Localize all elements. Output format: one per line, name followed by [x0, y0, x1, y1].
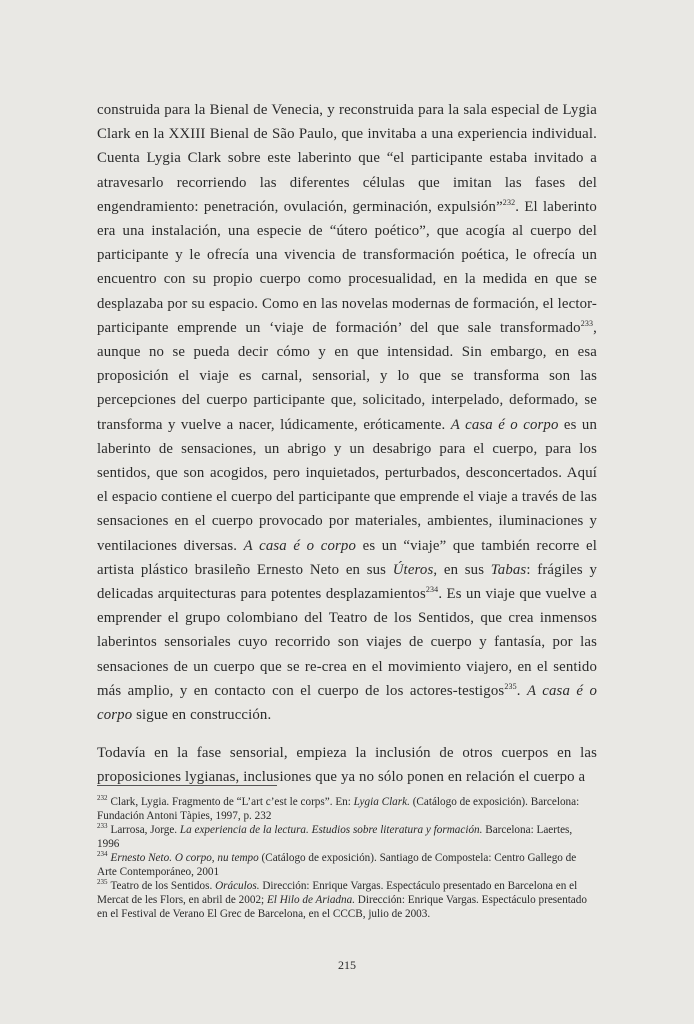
- footnote-text: Dirección: Enrique Vargas. Espectáculo presentado en Barcelona en el Mercat de les Flors, en abril de 2002;: [97, 880, 578, 906]
- footnote-number: 235: [97, 878, 108, 887]
- footnote-text: Barcelona: Laertes, 1996: [97, 824, 573, 850]
- work-title: A casa é o corpo: [450, 416, 559, 433]
- footnote-text: Clark, Lygia. Fragmento de “L’art c’est le corps”. En:: [110, 796, 354, 808]
- text-run: . El laberinto era una instalación, una especie de “útero poético”, que acogía al cuerpo del participante y le ofrecía una vivencia de transformación poética, le ofrecía un encuentro con su propio cuerpo como procesualidad, en la medida en que se desplazaba por su espacio. Como en las novelas modernas de formación, el lector-participante emprende un ‘viaje de formación’ del que sale transformado: [97, 198, 597, 336]
- footnote-number: 234: [97, 850, 108, 859]
- page-number: 215: [338, 958, 356, 972]
- footnote-text: Larrosa, Jorge.: [110, 824, 180, 836]
- work-title: Úteros: [392, 561, 434, 578]
- text-run: .: [516, 682, 527, 699]
- work-title: A casa é o corpo: [243, 537, 357, 554]
- footnotes: [97, 795, 597, 921]
- footnote-number: 233: [97, 822, 108, 831]
- text-run: es un laberinto de sensaciones, un abrigo y un desabrigo para el cuerpo, para los sentidos, que son acogidos, pero inquietados, perturbados, desconcertados. Aquí el espacio contiene el cuerpo del participante que emprende el viaje a través de las sensaciones en el cuerpo provocado por materiales, ambientes, iluminaciones y ventilaciones diversas.: [97, 416, 598, 554]
- work-title: A casa é o corpo: [97, 682, 597, 724]
- text-run: , en sus: [433, 561, 491, 578]
- footnote-title: Oráculos.: [215, 880, 260, 892]
- footnote-title: El Hilo de Ariadna.: [266, 894, 355, 906]
- footnote-235: [97, 879, 597, 921]
- paragraph-1: [97, 98, 597, 727]
- footnote-234: [97, 851, 597, 879]
- text-run: , aunque no se pueda decir cómo y en que intensidad. Sin embargo, en esa proposición el viaje es carnal, sensorial, y lo que se transforma son las percepciones del cuerpo participante que, solicitado, interpelado, deformado, se transforma y vuelve a nacer, lúdicamente, eróticamente.: [97, 319, 597, 433]
- main-text: [97, 98, 597, 790]
- footnote-title: Lygia Clark.: [353, 796, 410, 808]
- work-title: Tabas: [490, 561, 527, 578]
- text-run: construida para la Bienal de Venecia, y reconstruida para la sala especial de Lygia Clark en la XXIII Bienal de São Paulo, que invitaba a una experiencia individual. Cuenta Lygia Clark sobre este laberinto que “el participante estaba invitado a atravesarlo recorriendo las diferentes células que imitan las fases del engendramiento: penetración, ovulación, germinación, expulsión”: [97, 102, 597, 215]
- footnote-text: Dirección: Enrique Vargas. Espectáculo presentado en el Festival de Verano El Grec de Barcelona, en el CCCB, julio de 2003.: [97, 894, 587, 920]
- footnote-ref-233: 233: [580, 318, 594, 328]
- footnote-232: [97, 795, 597, 823]
- text-run: . Es un viaje que vuelve a emprender el grupo colombiano del Teatro de los Sentidos, que crea inmensos laberintos sensoriales cuyo recorrido son viajes de cuerpo y fantasía, por las sensaciones de un cuerpo que se re-crea en el movimiento viajero, en el sentido más amplio, y en contacto con el cuerpo de los actores-testigos: [97, 586, 597, 699]
- text-run: es un “viaje” que también recorre el artista plástico brasileño Ernesto Neto en sus: [97, 537, 597, 578]
- footnote-text: (Catálogo de exposición). Barcelona: Fundación Antoni Tàpies, 1997, p. 232: [97, 796, 580, 822]
- text-run: : frágiles y delicadas arquitecturas para potentes desplazamientos: [97, 561, 597, 603]
- footnote-separator: [97, 785, 277, 786]
- footnote-text: Teatro de los Sentidos.: [110, 880, 216, 892]
- paragraph-2: Todavía en la fase sensorial, empieza la inclusión de otros cuerpos en las proposiciones lygianas, inclusiones que ya no sólo ponen en relación el cuerpo a: [97, 745, 597, 786]
- footnote-ref-235: 235: [504, 681, 517, 691]
- footnote-title: La experiencia de la lectura. Estudios sobre literatura y formación.: [179, 824, 483, 836]
- text-run: sigue en construcción.: [132, 707, 272, 724]
- footnote-ref-234: 234: [425, 585, 439, 595]
- footnote-ref-232: 232: [502, 197, 516, 207]
- footnote-number: 232: [97, 794, 108, 803]
- footnote-233: [97, 823, 597, 851]
- footnote-text: (Catálogo de exposición). Santiago de Compostela: Centro Gallego de Arte Contemporáneo, 2001: [97, 852, 577, 878]
- footnote-title: Ernesto Neto. O corpo, nu tempo: [110, 852, 259, 864]
